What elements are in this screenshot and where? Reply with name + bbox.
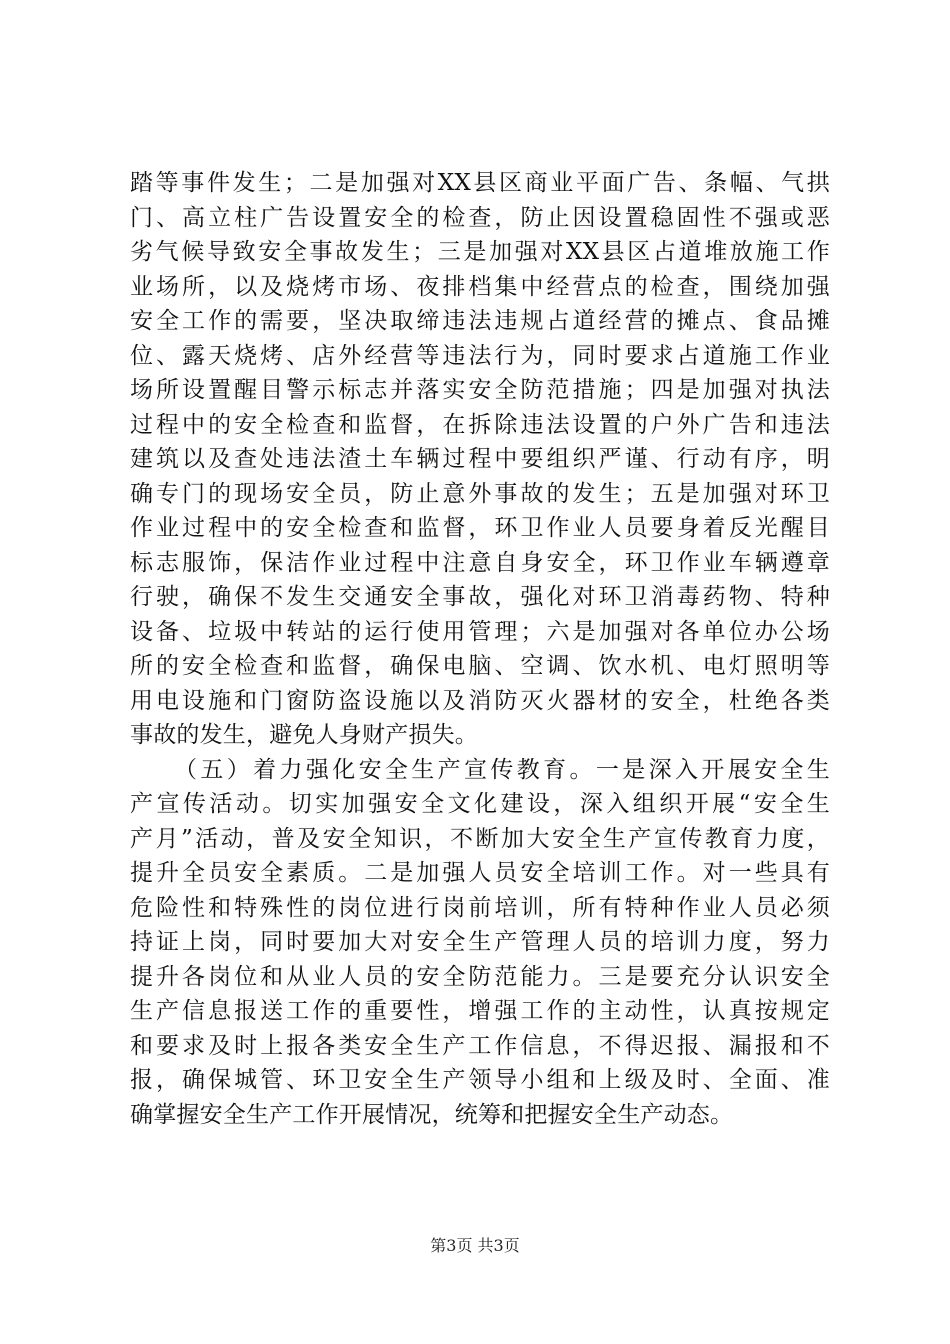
- paragraph-1: [130, 166, 830, 753]
- paragraph-line: 提升各岗位和从业人员的安全防范能力。三是要充分认识安全: [130, 963, 830, 990]
- paragraph-line: 踏等事件发生；二是加强对XX县区商业平面广告、条幅、气拱: [130, 170, 830, 196]
- paragraph-line: 产月”活动，普及安全知识，不断加大安全生产宣传教育力度，: [130, 825, 830, 852]
- paragraph-line: 持证上岗，同时要加大对安全生产管理人员的培训力度，努力: [130, 929, 830, 955]
- paragraph-line: 标志服饰，保洁作业过程中注意自身安全，环卫作业车辆遵章: [130, 549, 830, 576]
- paragraph-line: 安全工作的需要，坚决取缔违法违规占道经营的摊点、食品摊: [130, 308, 830, 334]
- paragraph-line: 场所设置醒目警示标志并落实安全防范措施；四是加强对执法: [130, 377, 830, 403]
- page-number: 第3页 共3页: [430, 1236, 520, 1255]
- paragraph-line: 和要求及时上报各类安全生产工作信息，不得迟报、漏报和不: [130, 1032, 830, 1059]
- paragraph-line: 提升全员安全素质。二是加强人员安全培训工作。对一些具有: [130, 860, 830, 886]
- paragraph-line: 行驶，确保不发生交通安全事故，强化对环卫消毒药物、特种: [130, 584, 830, 610]
- paragraph-line: 建筑以及查处违法渣土车辆过程中要组织严谨、行动有序，明: [130, 446, 830, 472]
- paragraph-line: 业场所，以及烧烤市场、夜排档集中经营点的检查，围绕加强: [130, 273, 830, 300]
- page-footer: [0, 1236, 950, 1256]
- paragraph-line: （五）着力强化安全生产宣传教育。一是深入开展安全生: [174, 756, 830, 783]
- document-body: [130, 166, 830, 1132]
- paragraph-line: 门、高立柱广告设置安全的检查，防止因设置稳固性不强或恶: [130, 204, 830, 231]
- paragraph-2: [130, 753, 830, 1133]
- paragraph-line: 设备、垃圾中转站的运行使用管理；六是加强对各单位办公场: [130, 618, 830, 645]
- paragraph-line: 生产信息报送工作的重要性，增强工作的主动性，认真按规定: [130, 998, 830, 1024]
- paragraph-line: 作业过程中的安全检查和监督，环卫作业人员要身着反光醒目: [130, 515, 830, 541]
- paragraph-line: 劣气候导致安全事故发生；三是加强对XX县区占道堆放施工作: [130, 239, 830, 265]
- paragraph-line: 产宣传活动。切实加强安全文化建设，深入组织开展“安全生: [130, 791, 830, 817]
- paragraph-line: 过程中的安全检查和监督，在拆除违法设置的户外广告和违法: [130, 411, 830, 438]
- paragraph-line: 确掌握安全生产工作开展情况，统筹和把握安全生产动态。: [130, 1101, 734, 1128]
- paragraph-line: 位、露天烧烤、店外经营等违法行为，同时要求占道施工作业: [130, 342, 830, 369]
- paragraph-line: 用电设施和门窗防盗设施以及消防灭火器材的安全，杜绝各类: [130, 687, 830, 714]
- paragraph-line: 确专门的现场安全员，防止意外事故的发生；五是加强对环卫: [130, 480, 830, 507]
- paragraph-line: 事故的发生，避免人身财产损失。: [130, 722, 478, 748]
- paragraph-line: 所的安全检查和监督，确保电脑、空调、饮水机、电灯照明等: [130, 653, 830, 679]
- paragraph-line: 报，确保城管、环卫安全生产领导小组和上级及时、全面、准: [130, 1067, 830, 1093]
- paragraph-line: 危险性和特殊性的岗位进行岗前培训，所有特种作业人员必须: [130, 894, 830, 921]
